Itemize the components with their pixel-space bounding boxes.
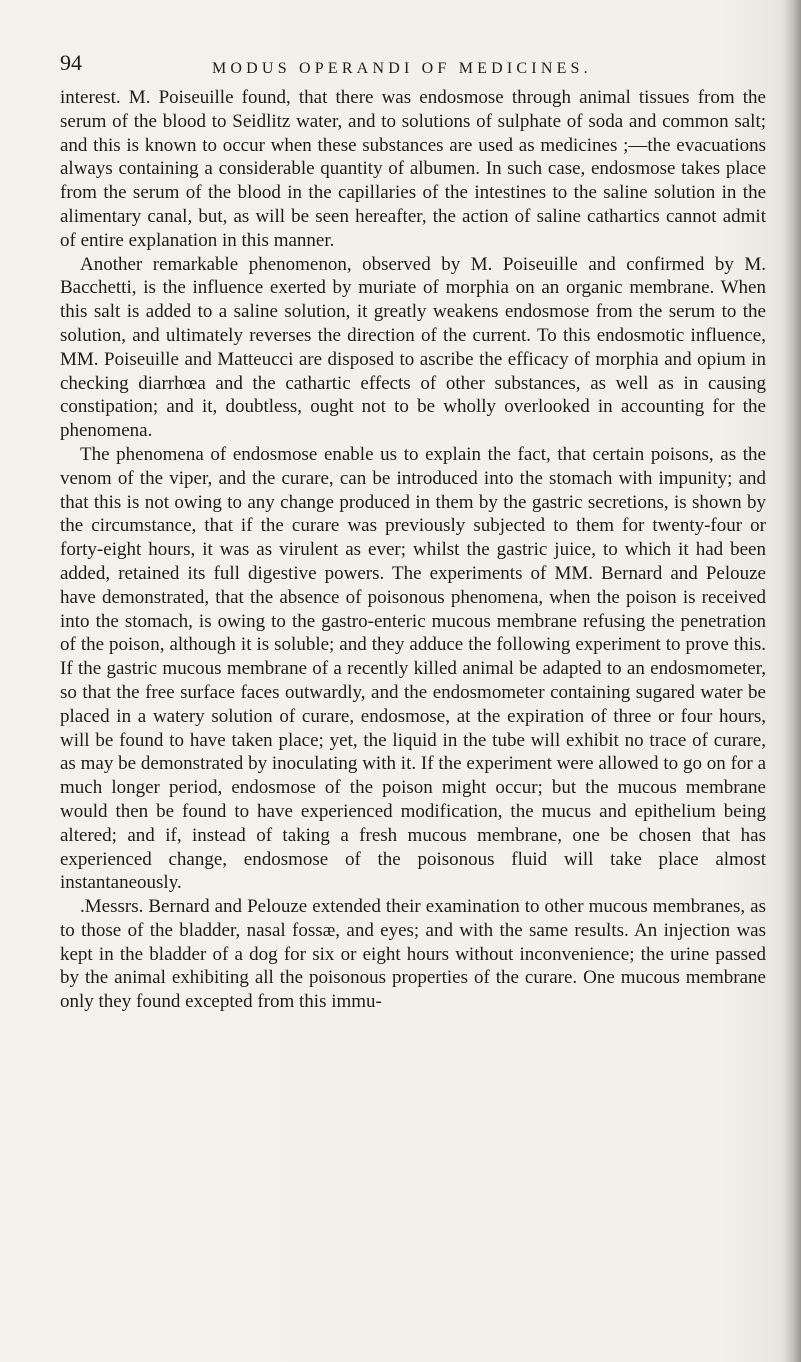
paragraph-bernard-pelouze: .Messrs. Bernard and Pelouze extended their examination to other mucous membranes, as to those of the bladder, nasal fossæ, and eyes; and with the same results. An injection was kept in the bladder of a dog for six or eight hours without inconvenience; the urine passed by the animal exhibiting all the poisonous properties of the curare. One mucous membrane only they found excepted from this immu- bbox=[60, 896, 766, 1013]
page-number: 94 bbox=[60, 50, 82, 75]
running-head: MODUS OPERANDI OF MEDICINES. bbox=[212, 60, 592, 77]
page-edge-shadow bbox=[783, 0, 801, 1362]
page-header bbox=[60, 50, 750, 86]
body-text bbox=[60, 86, 766, 1014]
paragraph-morphia-influence: Another remarkable phenomenon, observed by M. Poiseuille and confirmed by M. Bacchetti, is the influence exerted by muriate of morphia on an organic membrane. When this salt is added to a saline solution, it greatly weakens endosmose from the serum to the solution, and ultimately reverses the direction of the current. To this endosmotic influence, MM. Poiseuille and Matteucci are disposed to ascribe the efficacy of morphia and opium in checking diarrhœa and the cathartic effects of other substances, as well as in causing constipation; and it, doubtless, ought not to be wholly overlooked in accounting for the phenomena. bbox=[60, 253, 766, 442]
paragraph-poisons-endosmose: The phenomena of endosmose enable us to explain the fact, that certain poisons, as the venom of the viper, and the curare, can be introduced into the stomach with impunity; and that this is not owing to any change produced in them by the gastric secretions, is shown by the circumstance, that if the curare was previously subjected to them for twenty-four or forty-eight hours, it was as virulent as ever; whilst the gastric juice, to which it had been added, retained its full digestive powers. The experiments of MM. Bernard and Pelouze have demonstrated, that the absence of poisonous phenomena, when the poison is received into the stomach, is owing to the gastro-enteric mucous membrane refusing the penetration of the poison, although it is soluble; and they adduce the following experiment to prove this. If the gastric mucous membrane of a recently killed animal be adapted to an endosmometer, so that the free surface faces outwardly, and the endosmometer containing sugared water be placed in a watery solution of curare, endosmose, at the expiration of three or four hours, will be found to have taken place; yet, the liquid in the tube will exhibit no trace of curare, as may be demonstrated by inoculating with it. If the experiment were allowed to go on for a much longer period, endosmose of the poison might occur; but the mucous membrane would then be found to have experienced modification, the mucus and epithelium being altered; and if, instead of taking a fresh mucous membrane, one be chosen that has experienced change, endosmose of the poisonous fluid will take place almost instantaneously. bbox=[60, 443, 766, 894]
paragraph-poiseuille-serum: interest. M. Poiseuille found, that there was endosmose through animal tissues from the serum of the blood to Seidlitz water, and to solutions of sulphate of soda and common salt; and this is known to occur when these substances are used as medicines ;—the evacuations always containing a considerable quantity of albumen. In such case, endosmose takes place from the serum of the blood in the capillaries of the intestines to the saline solution in the alimentary canal, but, as will be seen hereafter, the action of saline cathartics cannot admit of entire explanation in this manner. bbox=[60, 87, 766, 251]
